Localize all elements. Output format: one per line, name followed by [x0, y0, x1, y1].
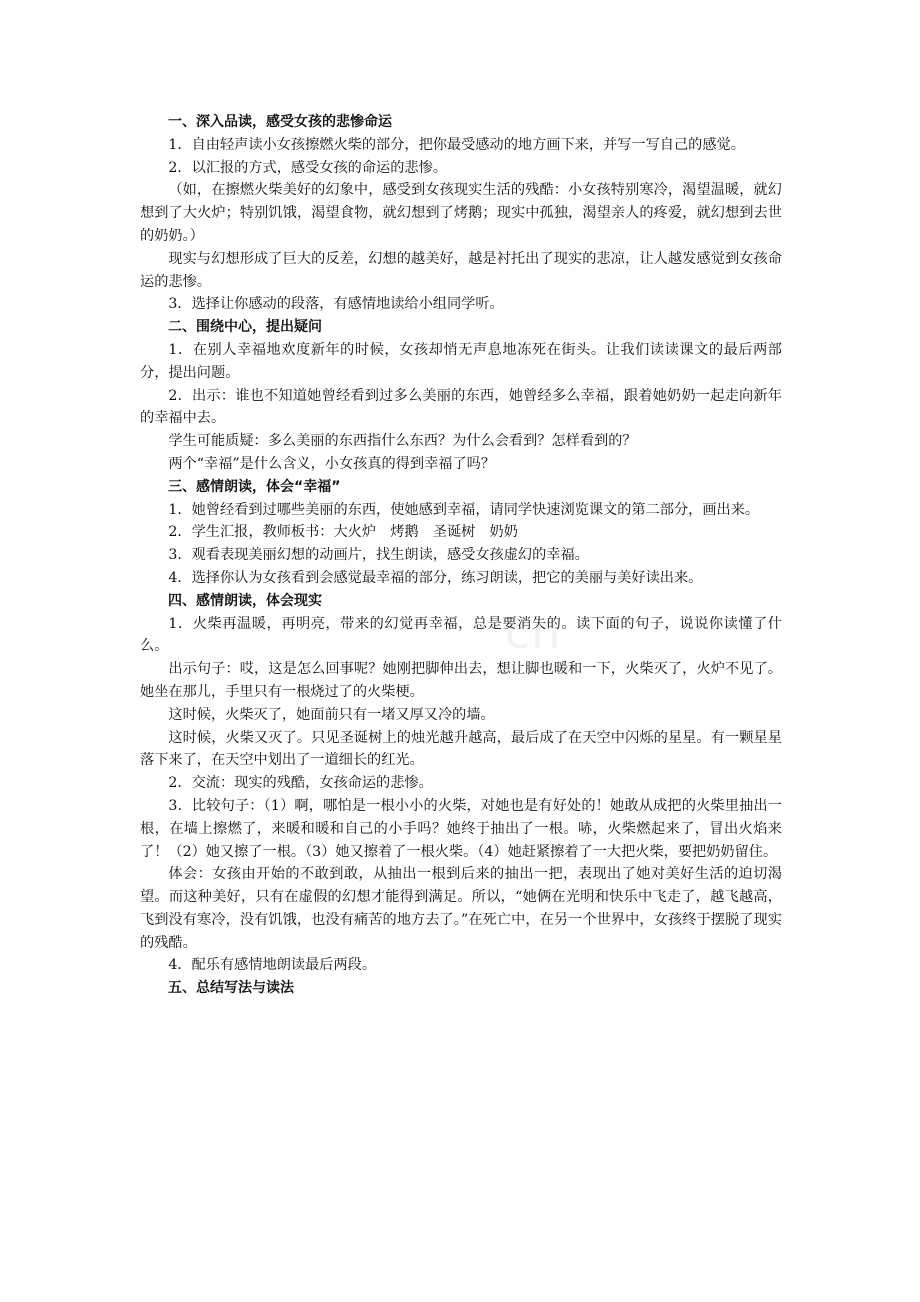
paragraph: 学生可能质疑：多么美丽的东西指什么东西？为什么会看到？怎样看到的？: [168, 433, 637, 450]
paragraph: 1．在别人幸福地欢度新年的时候，女孩却悄无声息地冻死在街头。让我们读读课文的最后两部分，提出问题。: [140, 341, 782, 381]
paragraph: 1．火柴再温暖，再明亮，带来的幻觉再幸福，总是要消失的。读下面的句子，说说你读懂了什么。: [140, 615, 782, 655]
paragraph: 2．学生汇报，教师板书：大火炉 烤鹅 圣诞树 奶奶: [168, 524, 518, 541]
paragraph: 1．自由轻声读小女孩擦燃火柴的部分，把你最受感动的地方画下来，并写一写自己的感觉。: [168, 136, 745, 153]
paragraph: 3．选择让你感动的段落，有感情地读给小组同学听。: [168, 296, 504, 313]
watermark: cn: [505, 605, 562, 659]
paragraph: 2．以汇报的方式，感受女孩的命运的悲惨。: [168, 159, 447, 176]
paragraph: 3．观看表现美丽幻想的动画片，找生朗读，感受女孩虚幻的幸福。: [168, 547, 589, 564]
paragraph: 2．出示：谁也不知道她曾经看到过多么美丽的东西，她曾经多么幸福，跟着她奶奶一起走向新年的幸福中去。: [140, 387, 782, 427]
paragraph: 体会：女孩由开始的不敢到敢，从抽出一根到后来的抽出一把，表现出了她对美好生活的迫切渴望。而这种美好，只有在虚假的幻想才能得到满足。所以，“她俩在光明和快乐中飞走了，越飞越高，飞到没有寒冷，没有饥饿，也没有痛苦的地方去了。”在死亡中，在另一个世界中，女孩终于摆脱了现实的残酷。: [140, 866, 782, 951]
paragraph: 1．她曾经看到过哪些美丽的东西，使她感到幸福，请同学快速浏览课文的第二部分，画出来。: [168, 501, 760, 518]
section-heading: 五、总结写法与读法: [168, 980, 294, 997]
document-body: [140, 111, 782, 1000]
paragraph: （如，在擦燃火柴美好的幻象中，感受到女孩现实生活的残酷：小女孩特别寒冷，渴望温暖，就幻想到了大火炉；特别饥饿，渴望食物，就幻想到了烤鹅；现实中孤独，渴望亲人的疼爱，就幻想到去世的奶奶。）: [140, 182, 782, 244]
paragraph: 3．比较句子：（1）啊，哪怕是一根小小的火柴，对她也是有好处的！她敢从成把的火柴里抽出一根，在墙上擦燃了，来暖和暖和自己的小手吗？她终于抽出了一根。哧，火柴燃起来了，冒出火焰来了！（2）她又擦了一根。（3）她又擦着了一根火柴。（4）她赶紧擦着了一大把火柴，要把奶奶留住。: [140, 797, 782, 860]
paragraph: 出示句子：哎，这是怎么回事呢？她刚把脚伸出去，想让脚也暖和一下，火柴灭了，火炉不见了。她坐在那儿，手里只有一根烧过了的火柴梗。: [140, 661, 782, 700]
paragraph: 现实与幻想形成了巨大的反差，幻想的越美好，越是衬托出了现实的悲凉，让人越发感觉到女孩命运的悲惨。: [140, 250, 782, 290]
section-heading: 三、感情朗读，体会“幸福”: [168, 478, 341, 495]
paragraph: 2．交流：现实的残酷，女孩命运的悲惨。: [168, 775, 433, 792]
paragraph: 4．选择你认为女孩看到会感觉最幸福的部分，练习朗读，把它的美丽与美好读出来。: [168, 569, 703, 586]
paragraph: 4．配乐有感情地朗读最后两段。: [168, 957, 377, 974]
section-heading: 一、深入品读，感受女孩的悲惨命运: [168, 114, 392, 130]
paragraph: 两个“幸福”是什么含义，小女孩真的得到幸福了吗？: [168, 455, 496, 472]
paragraph: 这时候，火柴灭了，她面前只有一堵又厚又冷的墙。: [168, 706, 495, 723]
paragraph: 这时候，火柴又灭了。只见圣诞树上的烛光越升越高，最后成了在天空中闪烁的星星。有一颗星星落下来了，在天空中划出了一道细长的红光。: [140, 729, 782, 769]
section-heading: 二、围绕中心，提出疑问: [168, 319, 322, 336]
section-heading: 四、感情朗读，体会现实: [168, 592, 322, 609]
